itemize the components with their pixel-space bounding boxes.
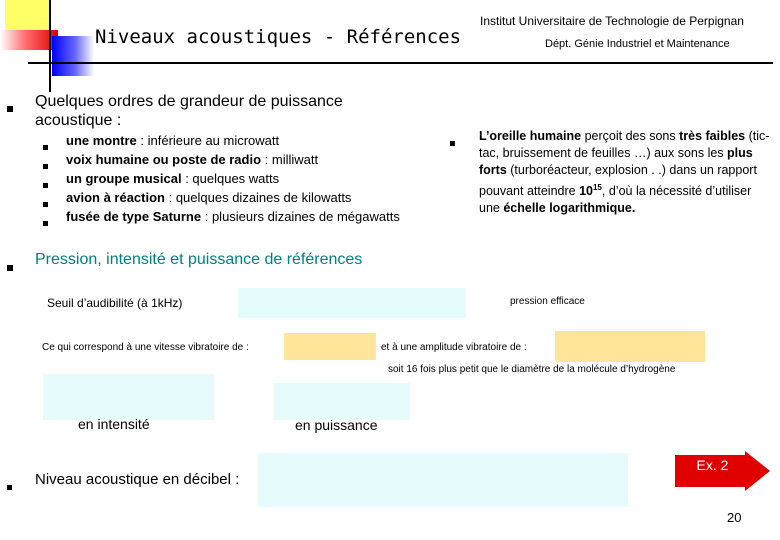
exercise-2-button[interactable] — [675, 451, 770, 491]
section3-bullet — [7, 477, 12, 495]
section1-heading-line2: acoustique : — [35, 112, 122, 129]
list-item-strong: avion à réaction — [66, 190, 165, 205]
list-item-text: : quelques dizaines de kilowatts — [164, 190, 352, 205]
institution-name: Institut Universitaire de Technologie de Perpignan — [480, 14, 744, 28]
power-label: en puissance — [295, 417, 378, 433]
sub-bullets — [43, 130, 48, 225]
ear-note: L’oreille humaine perçoit des sons très faibles (tic-tac, bruissement de feuilles …) aux sons les plus forts (turboréacteur, explosion . .) dans un rapport pouvant atteindre $10^{15}$, d’où la nécessité d’utiliser une échelle logarithmique. — [479, 129, 770, 216]
list-item-strong: un groupe musical — [66, 171, 182, 186]
list-item-strong: fusée de type Saturne — [66, 209, 202, 224]
power-answer-box — [274, 383, 410, 420]
decibel-answer-box — [258, 453, 628, 507]
section1-bullet — [7, 99, 13, 117]
list-item-strong: une montre — [66, 133, 137, 148]
page-title: Niveaux acoustiques - Références — [95, 26, 462, 48]
header-vertical-rule — [49, 0, 51, 92]
header-horizontal-rule — [28, 62, 773, 64]
section3-heading: Niveau acoustique en décibel : — [35, 471, 240, 488]
order-of-magnitude-list — [66, 131, 400, 226]
intensity-answer-box — [43, 374, 214, 420]
exercise-label: Ex. 2 — [696, 457, 729, 473]
comparison-note: soit 16 fois plus petit que le diamètre de la molécule d’hydrogène — [388, 364, 676, 375]
list-item — [66, 188, 400, 207]
list-item-text: : milliwatt — [261, 152, 319, 167]
amplitude-label: et à une amplitude vibratoire de : — [381, 342, 527, 353]
threshold-answer-box — [238, 288, 466, 318]
section2-bullet — [7, 258, 13, 276]
department-name: Dépt. Génie Industriel et Maintenance — [545, 38, 730, 50]
ear-note-bullet — [450, 133, 455, 151]
list-item-text: : quelques watts — [181, 171, 280, 186]
intensity-label: en intensité — [78, 416, 150, 432]
list-item-strong: voix humaine ou poste de radio — [66, 152, 262, 167]
section2-heading: Pression, intensité et puissance de références — [35, 251, 363, 268]
velocity-label: Ce qui correspond à une vitesse vibratoire de : — [42, 342, 249, 353]
list-item — [66, 169, 400, 188]
list-item-text: : plusieurs dizaines de mégawatts — [201, 209, 400, 224]
amplitude-answer-box — [555, 331, 705, 362]
pressure-label: pression efficace — [510, 296, 585, 307]
list-item — [66, 131, 400, 150]
threshold-label: Seuil d’audibilité (à 1kHz) — [47, 296, 183, 310]
section1-heading-line1: Quelques ordres de grandeur de puissance — [35, 93, 343, 110]
header-decoration-blue — [52, 36, 94, 76]
section1-heading — [35, 92, 343, 130]
list-item — [66, 150, 400, 169]
list-item — [66, 207, 400, 226]
page-number: 20 — [727, 510, 742, 525]
list-item-text: : inférieure au microwatt — [136, 133, 280, 148]
velocity-answer-box — [284, 333, 376, 360]
